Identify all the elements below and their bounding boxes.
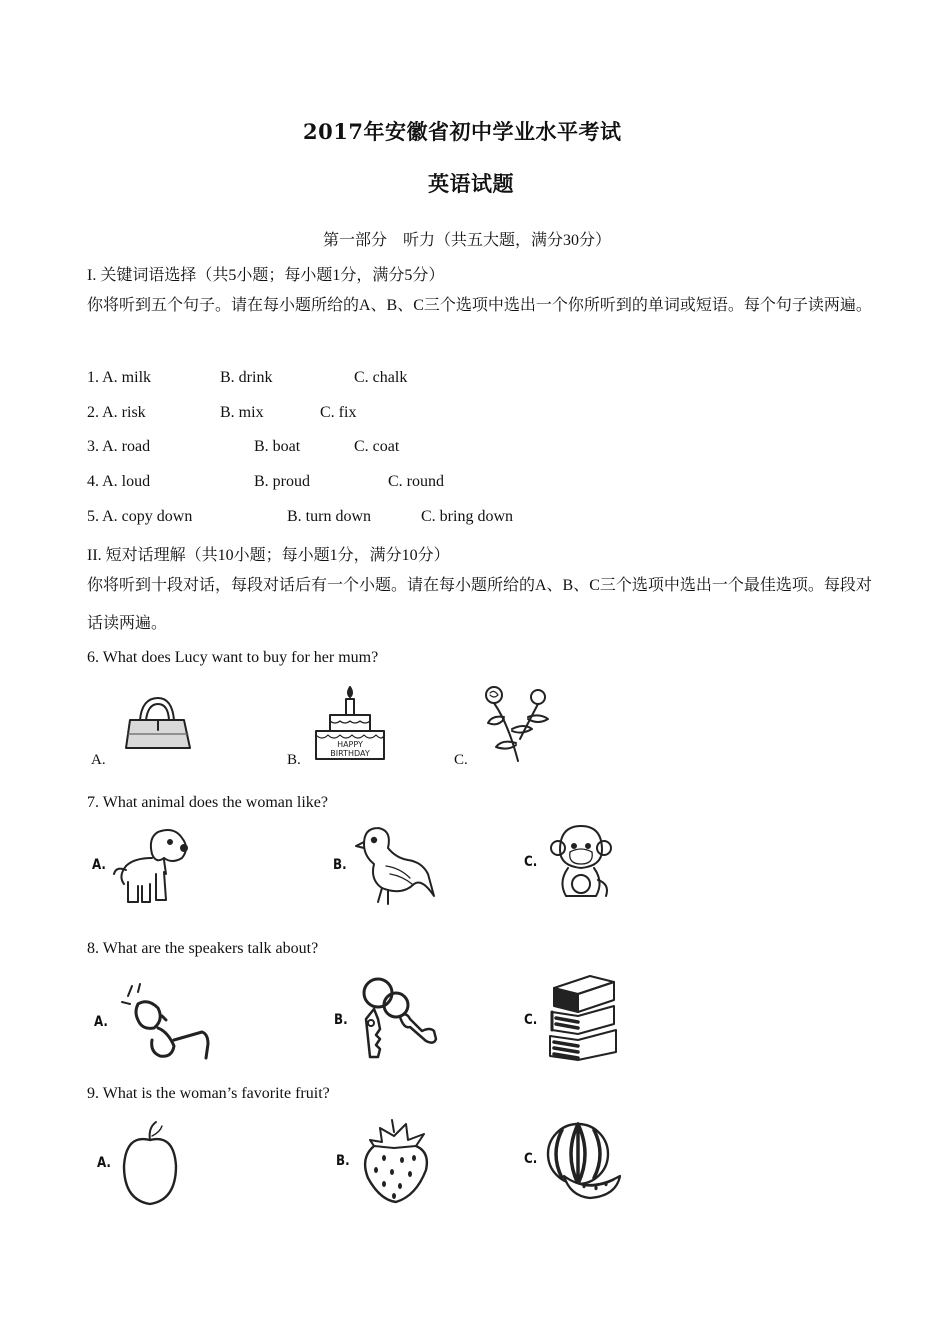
section-2-heading: II. 短对话理解（共10小题；每小题1分，满分10分）	[87, 547, 450, 564]
q9-label-c: C.	[524, 1151, 538, 1167]
section-1-instructions: 你将听到五个句子。请在每小题所给的A、B、C三个选项中选出一个你所听到的单词或短语。每个句子读两遍。	[87, 297, 872, 314]
q1-option-b: B. drink	[220, 369, 273, 386]
cake-text-happy: HAPPY	[337, 740, 363, 749]
exam-subtitle: 英语试题	[428, 171, 514, 196]
watermelon-icon	[544, 1118, 624, 1202]
q4-option-b: B. proud	[254, 473, 310, 490]
q2-option-b: B. mix	[220, 404, 264, 421]
q9-text: 9. What is the woman’s favorite fruit?	[87, 1085, 330, 1102]
rose-icon	[478, 683, 560, 765]
q6-label-c: C.	[454, 752, 468, 768]
part-one-heading: 第一部分 听力（共五大题，满分30分）	[323, 232, 612, 249]
strawberry-icon	[356, 1118, 436, 1204]
q3-option-c: C. coat	[354, 438, 400, 455]
section-1-heading: I. 关键词语选择（共5小题；每小题1分，满分5分）	[87, 267, 445, 284]
q5-option-c: C. bring down	[421, 508, 513, 525]
q4-option-a: 4. A. loud	[87, 473, 151, 490]
bird-icon	[352, 822, 438, 908]
q7-text: 7. What animal does the woman like?	[87, 794, 328, 811]
q8-label-a: A.	[94, 1014, 108, 1030]
handbag-icon	[118, 690, 198, 760]
cake-text-birthday: BIRTHDAY	[330, 749, 370, 758]
section-2-instructions: 你将听到十段对话，每段对话后有一个小题。请在每小题所给的A、B、C三个选项中选出一个最佳选项。每段对话读两遍。	[87, 577, 872, 632]
q2-option-a: 2. A. risk	[87, 404, 146, 421]
q4-option-c: C. round	[388, 473, 444, 490]
q7-label-c: C.	[524, 854, 538, 870]
q6-label-b: B.	[287, 752, 301, 768]
q2-option-c: C. fix	[320, 404, 357, 421]
q3-option-a: 3. A. road	[87, 438, 151, 455]
q7-label-a: A.	[92, 857, 106, 873]
q5-option-a: 5. A. copy down	[87, 508, 193, 525]
plum-icon	[118, 1120, 182, 1208]
dog-icon	[112, 824, 192, 908]
q8-label-b: B.	[334, 1012, 348, 1028]
exam-title: 2017年安徽省初中学业水平考试	[303, 119, 622, 144]
q9-label-b: B.	[336, 1153, 350, 1169]
q6-text: 6. What does Lucy want to buy for her mum?	[87, 649, 379, 666]
q1-option-a: 1. A. milk	[87, 369, 152, 386]
glasses-icon	[118, 980, 212, 1062]
q8-label-c: C.	[524, 1012, 538, 1028]
q9-label-a: A.	[97, 1155, 111, 1171]
q3-option-b: B. boat	[254, 438, 301, 455]
q6-label-a: A.	[91, 752, 106, 768]
q1-option-c: C. chalk	[354, 369, 408, 386]
q7-label-b: B.	[333, 857, 347, 873]
books-icon	[548, 972, 618, 1062]
monkey-icon	[550, 822, 612, 902]
q8-text: 8. What are the speakers talk about?	[87, 940, 319, 957]
birthday-cake-icon	[310, 683, 390, 765]
q5-option-b: B. turn down	[287, 508, 371, 525]
keys-icon	[356, 975, 442, 1065]
